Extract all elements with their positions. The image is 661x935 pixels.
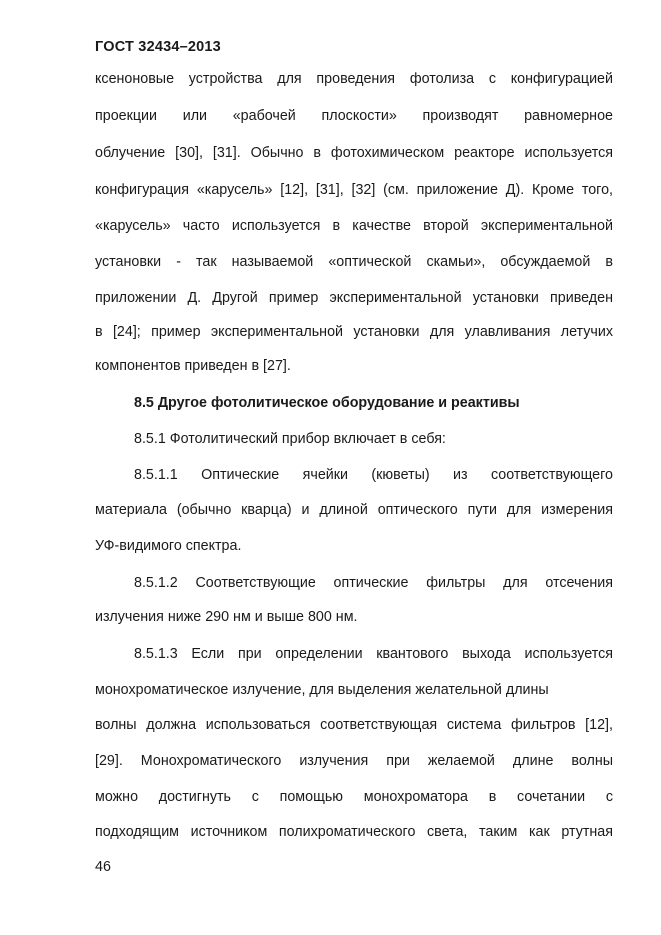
text-line: волны должна использоваться соответствующая система фильтров [12], [95, 717, 613, 733]
text-line: приложении Д. Другой пример экспериментальной установки приведен [95, 290, 613, 306]
text-line: компонентов приведен в [27]. [95, 358, 291, 374]
text-line: монохроматическое излучение, для выделения желательной длины [95, 682, 549, 698]
text-line: излучения ниже 290 нм и выше 800 нм. [95, 609, 358, 625]
text-line: «карусель» часто используется в качестве второй экспериментальной [95, 218, 613, 234]
text-line: проекции или «рабочей плоскости» производят равномерное [95, 108, 613, 124]
text-line: облучение [30], [31]. Обычно в фотохимическом реакторе используется [95, 145, 613, 161]
text-line: материала (обычно кварца) и длиной оптического пути для измерения [95, 502, 613, 518]
text-line: 8.5.1.1 Оптические ячейки (кюветы) из соответствующего [134, 467, 613, 483]
text-line: 8.5.1.2 Соответствующие оптические фильтры для отсечения [134, 575, 613, 591]
text-line: подходящим источником полихроматического света, таким как ртутная [95, 824, 613, 840]
page-number: 46 [95, 859, 111, 875]
text-line: 8.5.1 Фотолитический прибор включает в себя: [134, 431, 446, 447]
text-line: ксеноновые устройства для проведения фотолиза с конфигурацией [95, 71, 613, 87]
text-line: установки - так называемой «оптической скамьи», обсуждаемой в [95, 254, 613, 270]
text-line: [29]. Монохроматического излучения при желаемой длине волны [95, 753, 613, 769]
text-line: УФ-видимого спектра. [95, 538, 242, 554]
text-line: в [24]; пример экспериментальной установки для улавливания летучих [95, 324, 613, 340]
text-line: можно достигнуть с помощью монохроматора в сочетании с [95, 789, 613, 805]
document-standard-title: ГОСТ 32434–2013 [95, 39, 221, 55]
text-line: 8.5.1.3 Если при определении квантового выхода используется [134, 646, 613, 662]
section-heading: 8.5 Другое фотолитическое оборудование и реактивы [134, 395, 520, 411]
text-line: конфигурация «карусель» [12], [31], [32] (см. приложение Д). Кроме того, [95, 182, 613, 198]
